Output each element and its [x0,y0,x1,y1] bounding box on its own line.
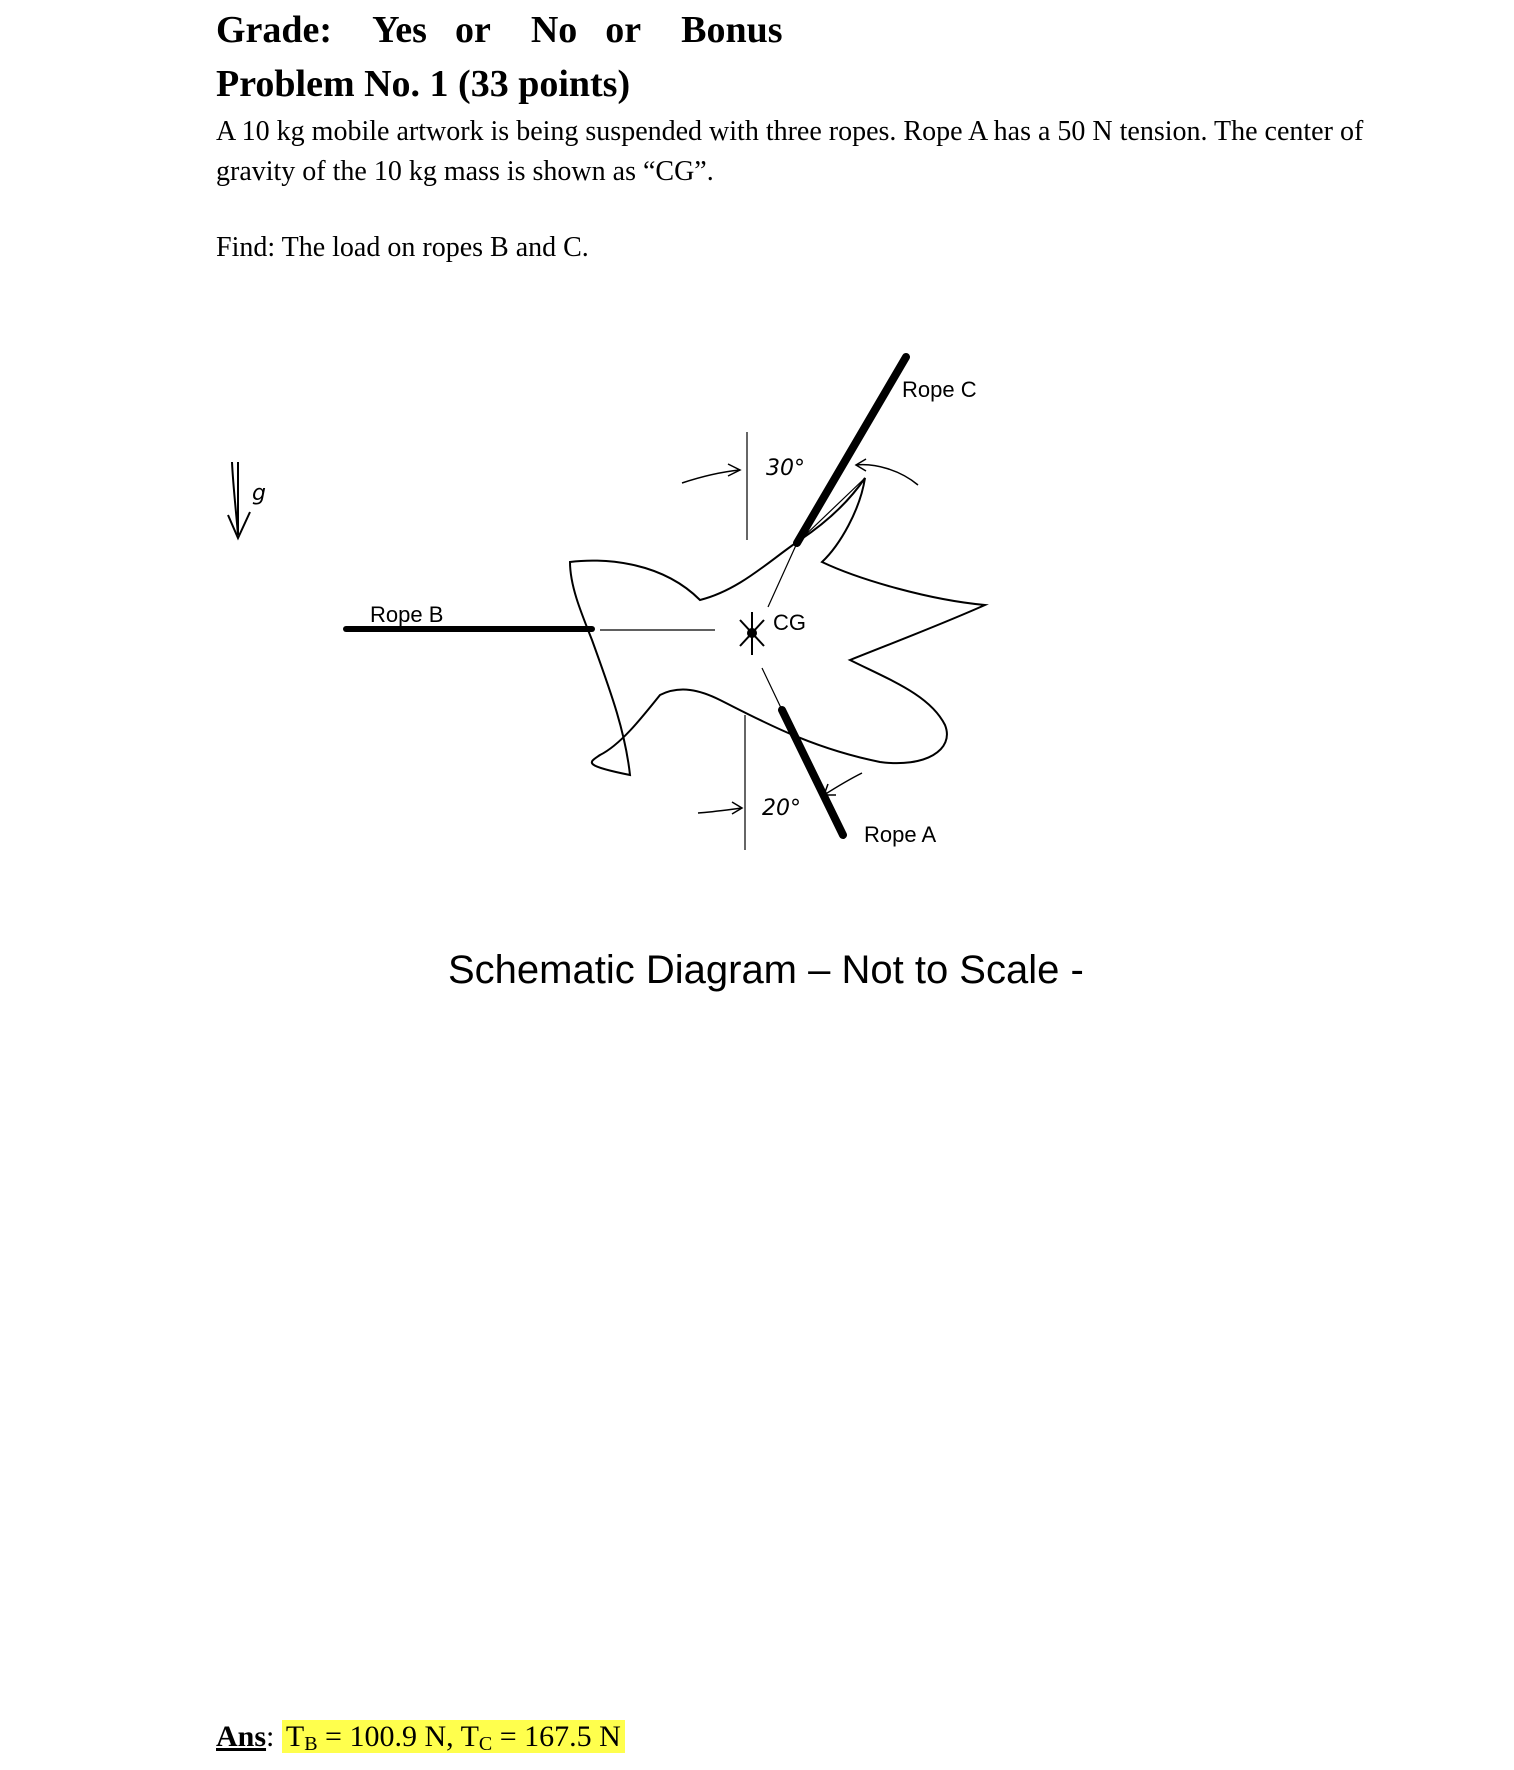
tc-subscript: C [478,1733,493,1755]
gravity-label: g [252,481,266,506]
rope-c-label: Rope C [902,377,977,402]
cg-label: CG [773,610,806,635]
grade-separator: or [454,9,491,51]
find-statement: Find: The load on ropes B and C. [216,232,589,263]
problem-statement: A 10 kg mobile artwork is being suspended with three ropes. Rope A has a 50 N tension. The center of gravity of the 10 kg mass is shown as “CG”. [216,116,1364,187]
angle-c-label: 30° [766,456,805,481]
diagram-caption: Schematic Diagram – Not to Scale - [448,948,1084,992]
tb-subscript: B [304,1733,318,1755]
grade-separator: or [605,9,642,51]
grade-option-no: No [530,9,578,51]
cg-marker-icon [740,612,764,655]
gravity-arrow-icon [228,462,250,538]
answer-label: Ans [216,1720,267,1753]
rope-c [797,357,906,543]
tc-symbol: T [460,1720,479,1753]
problem-title: Problem No. 1 (33 points) [216,63,631,105]
answer-value [282,1720,625,1753]
tc-value: = 167.5 N [492,1720,621,1753]
grade-option-bonus: Bonus [681,9,783,51]
answer-line: Ans: $T_B = 100.9$ N, $T_C = 167.5$ N [216,1720,625,1756]
tb-symbol: T [285,1720,305,1753]
rope-a-label: Rope A [864,822,937,847]
tb-value: = 100.9 N, [317,1720,461,1753]
angle-a-label: 20° [762,796,801,821]
grade-option-yes: Yes [372,9,427,51]
grade-label: Grade: [216,9,333,51]
rope-b-label: Rope B [370,602,444,627]
